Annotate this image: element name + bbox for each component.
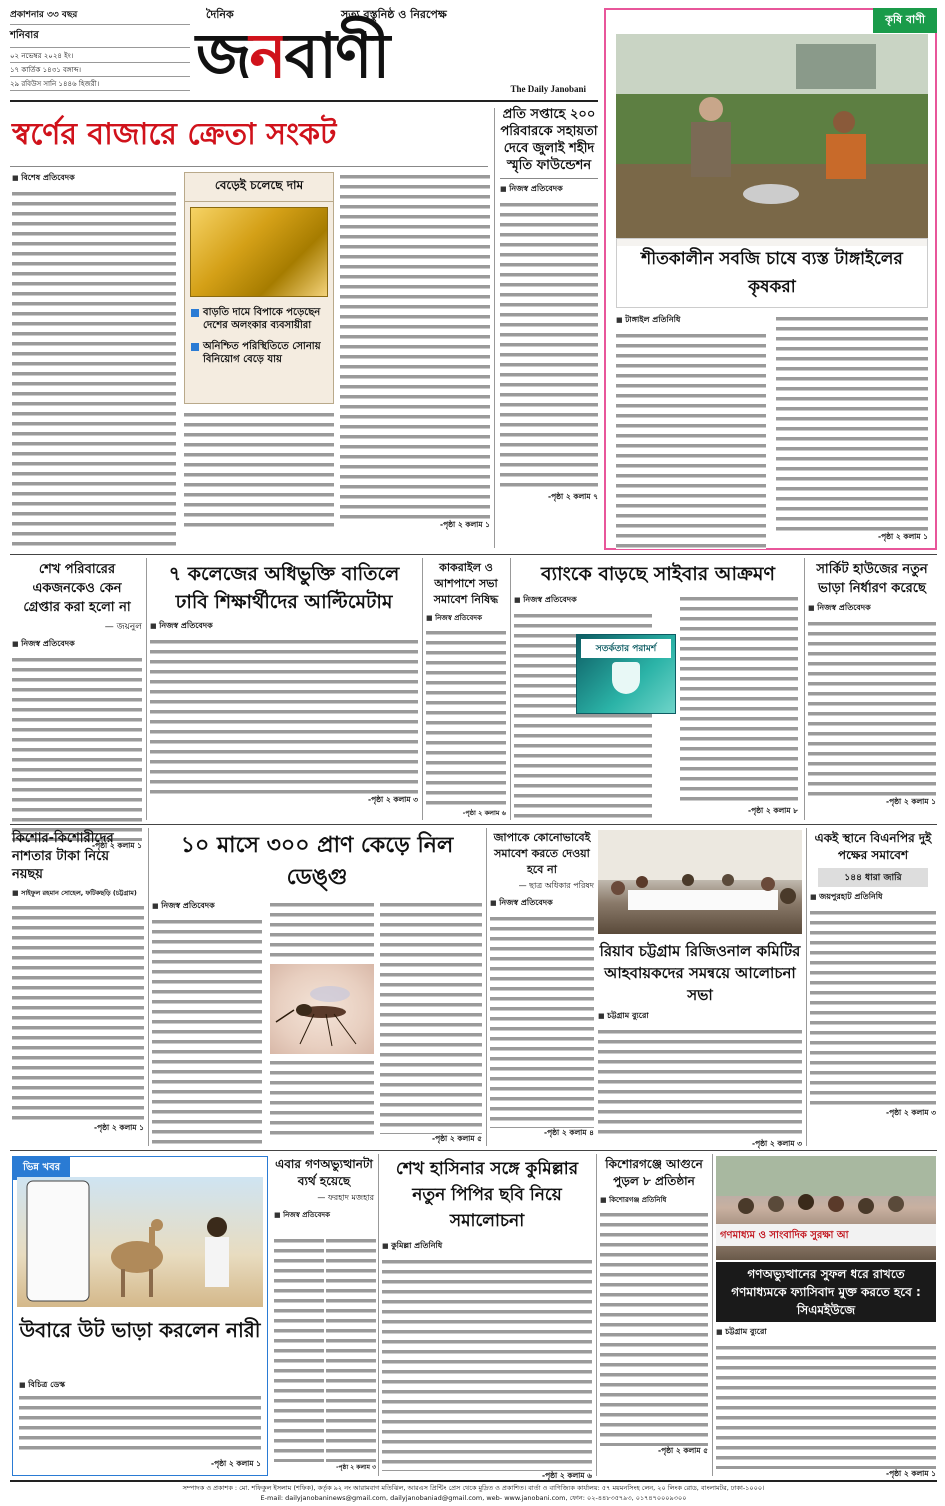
seven-college-byline: ■ নিজস্ব প্রতিবেদক (150, 620, 418, 633)
krishi-byline: ■ টাঙ্গাইল প্রতিনিধি (616, 314, 766, 327)
comilla-story (382, 1156, 592, 1483)
bullet-square-icon (191, 343, 199, 351)
kishoreganj-story (600, 1156, 708, 1458)
dengue-jump: -পৃষ্ঠা ২ কলাম ৫ (431, 1134, 482, 1143)
column-divider (486, 828, 487, 1146)
lead-bullet-1 (185, 302, 333, 336)
cyber-body-2 (680, 594, 798, 806)
masthead-english-name: The Daily Janobani (510, 84, 586, 94)
meeting-image (598, 830, 802, 934)
uprising-body-1 (274, 1236, 324, 1462)
bullet-square-icon (191, 309, 199, 317)
july-headline: প্রতি সপ্তাহে ২০০ পরিবারকে সহায়তা দেবে জুলাই শহীদ স্মৃতি ফাউন্ডেশন (500, 107, 598, 173)
july-rule (500, 178, 598, 179)
sheikh-family-body (12, 655, 142, 841)
logo-part-3: বাণী (284, 19, 389, 92)
dengue-body-3 (270, 1058, 374, 1136)
krishi-body-1 (616, 331, 766, 549)
cyber-advice-label: সতর্কতার পরামর্শ (581, 639, 671, 658)
krishi-headline-box (616, 238, 928, 308)
uprising-col-2 (326, 1236, 376, 1473)
footer-rule (10, 1480, 937, 1482)
japa-jump: -পৃষ্ঠা ২ কলাম ৪ (543, 1128, 594, 1137)
sheikh-family-story (12, 560, 142, 853)
cyber-jump: -পৃষ্ঠা ২ কলাম ৮ (747, 806, 798, 815)
column-divider (596, 1154, 597, 1476)
column-divider (422, 558, 423, 820)
lead-body-2 (184, 410, 334, 532)
kishore-story (12, 830, 144, 1135)
kishore-jump: -পৃষ্ঠা ২ কলাম ১ (93, 1123, 144, 1132)
riyadh-byline: ■ চট্টগ্রাম ব্যুরো (598, 1010, 802, 1023)
column-divider (146, 558, 147, 820)
cyber-byline: ■ নিজস্ব প্রতিবেদক (514, 594, 652, 607)
comilla-byline: ■ কুমিল্লা প্রতিনিধি (382, 1240, 592, 1253)
uprising-headline: এবার গণঅভ্যুত্থানটা ব্যর্থ হয়েছে (275, 1157, 373, 1188)
footer (10, 1483, 937, 1503)
riyadh-jump: -পৃষ্ঠা ২ কলাম ৩ (751, 1139, 802, 1148)
seven-college-body (150, 637, 418, 795)
cmuj-photo (716, 1156, 936, 1260)
japa-story (490, 830, 594, 1140)
dengue-story (152, 830, 482, 894)
column-divider (148, 828, 149, 1146)
bhinno-jump: -পৃষ্ঠা ২ কলাম ১ (210, 1459, 261, 1468)
camel-icon (17, 1177, 263, 1307)
cmuj-byline: ■ চট্টগ্রাম ব্যুরো (716, 1326, 936, 1339)
july-body (500, 200, 598, 492)
lead-bullet-text-2: অনিশ্চিত পরিস্থিতিতে সোনায় বিনিয়োগ বেড়ে যায় (203, 341, 321, 365)
date-bangla: ১৭ কার্তিক ১৪৩১ বঙ্গাব্দ। (10, 62, 190, 76)
column-divider (510, 558, 511, 820)
sheikh-family-headline: শেখ পরিবারের একজনকেও কেন গ্রেপ্তার করা হলো না (23, 562, 131, 615)
cmuj-jump: -পৃষ্ঠা ২ কলাম ১ (885, 1469, 936, 1478)
bhinno-label: ভিন্ন খবর (13, 1157, 70, 1180)
kakrail-headline: কাকরাইল ও আশপাশে সভা সমাবেশ নিষিদ্ধ (433, 561, 499, 606)
uprising-byline: ■ নিজস্ব প্রতিবেদক (274, 1209, 374, 1221)
section-rule-3 (10, 1150, 937, 1151)
weekday: শনিবার (10, 30, 39, 41)
section-rule-1 (10, 554, 937, 555)
gold-bars-image (190, 207, 328, 297)
uprising-author: — ফরহাদ মজহার (317, 1193, 374, 1202)
japa-body (490, 914, 594, 1128)
krishi-headline: শীতকালীন সবজি চাষে ব্যস্ত টাঙ্গাইলের কৃষকরা (641, 249, 903, 297)
dengue-body-4 (380, 900, 482, 1134)
dengue-col-1 (152, 900, 262, 1151)
comilla-headline: শেখ হাসিনার সঙ্গে কুমিল্লার নতুন পিপির ছবি নিয়ে সমালোচনা (395, 1159, 579, 1231)
bhinno-byline: ■ বিচিত্র ডেস্ক (19, 1379, 65, 1392)
japa-author: — ছাত্র অধিকার পরিষদ (518, 881, 594, 890)
bhinno-body (19, 1393, 261, 1455)
date-hijri: ২৯ রবিউস সানি ১৪৪৬ হিজরী। (10, 76, 190, 91)
lead-infobox (184, 172, 334, 404)
circuit-house-byline: ■ নিজস্ব প্রতিবেদক (808, 602, 936, 615)
krishi-photo (616, 34, 928, 246)
mosquito-icon (270, 964, 374, 1054)
sheikh-family-byline: ■ নিজস্ব প্রতিবেদক (12, 638, 142, 651)
kishoreganj-headline: কিশোরগঞ্জে আগুনে পুড়ল ৮ প্রতিষ্ঠান (605, 1157, 703, 1188)
uprising-jump: -পৃষ্ঠা ২ কলাম ৩ (335, 1464, 376, 1471)
shield-icon (612, 662, 640, 694)
dengue-headline: ১০ মাসে ৩০০ প্রাণ কেড়ে নিল ডেঙ্গু (180, 833, 454, 890)
kishoreganj-byline: ■ কিশোরগঞ্জ প্রতিনিধি (600, 1194, 708, 1206)
bnp-body (810, 908, 936, 1108)
circuit-house-jump: -পৃষ্ঠা ২ কলাম ১ (885, 797, 936, 806)
kishore-headline: কিশোর-কিশোরীদের নাশতার টাকা নিয়ে নয়ছয় (12, 831, 114, 882)
kakrail-byline: ■ নিজস্ব প্রতিবেদক (426, 612, 506, 624)
masthead-prefix: দৈনিক (206, 8, 234, 21)
mosquito-image (270, 964, 374, 1054)
lead-bullet-text-1: বাড়তি দামে বিপাকে পড়েছেন দেশের অলংকার ব্যবসায়ীরা (203, 307, 321, 331)
kakrail-jump: -পৃষ্ঠা ২ কলাম ৬ (462, 809, 506, 817)
japa-byline: ■ নিজস্ব প্রতিবেদক (490, 897, 594, 910)
footer-contact: E-mail: dailyjanobaninews@gmail.com, dailyjanobaniad@gmail.com, web- www.janobani.com, ফোন: ০২-৪৪৮৩৫৭৯৩, ০১৭৪৭০০০৯৩০০ (260, 1494, 687, 1502)
cyber-story (486, 560, 800, 588)
seven-college-story (150, 560, 418, 807)
logo-wordmark (196, 16, 388, 96)
seven-college-headline: ৭ কলেজের অধিভুক্তি বাতিলে ঢাবি শিক্ষার্থীদের আল্টিমেটাম (168, 563, 400, 613)
cyber-headline: ব্যাংকে বাড়ছে সাইবার আক্রমণ (541, 563, 775, 585)
krishi-col-1 (616, 314, 766, 549)
logo-part-1: জ (196, 19, 250, 92)
bnp-headline: একই স্থানে বিএনপির দুই পক্ষের সমাবেশ (814, 831, 932, 862)
cyber-advice-box (576, 634, 676, 714)
bnp-jump: -পৃষ্ঠা ২ কলাম ৩ (885, 1108, 936, 1117)
uprising-body-2 (326, 1236, 376, 1462)
riyadh-story (598, 940, 802, 1006)
column-divider (494, 108, 495, 548)
kishoreganj-body (600, 1210, 708, 1446)
riyadh-body (598, 1027, 802, 1139)
lead-col-1 (12, 172, 176, 549)
dengue-col-2 (270, 900, 374, 1136)
sheikh-family-jump: -পৃষ্ঠা ২ কলাম ১ (91, 841, 142, 850)
circuit-house-story (808, 560, 936, 809)
riyadh-headline: রিয়াব চট্টগ্রাম রিজিওনাল কমিটির আহবায়কদের সমন্বয়ে আলোচনা সভা (599, 942, 801, 1004)
kishoreganj-jump: -পৃষ্ঠা ২ কলাম ৫ (657, 1446, 708, 1455)
section-rule-2 (10, 824, 937, 825)
column-divider (378, 1154, 379, 1476)
bnp-sub: ১৪৪ ধারা জারি (818, 868, 928, 887)
lead-col-2 (184, 410, 334, 532)
bnp-byline: ■ জয়পুরহাট প্রতিনিধি (810, 891, 936, 904)
lead-jump: -পৃষ্ঠা ২ কলাম ১ (439, 520, 490, 529)
bhinno-box (12, 1156, 268, 1476)
lead-box-title: বেড়েই চলেছে দাম (185, 173, 333, 202)
circuit-house-body (808, 619, 936, 797)
july-story (500, 106, 598, 504)
cmuj-body-area (716, 1326, 936, 1481)
cmuj-headline-box (716, 1262, 936, 1322)
comilla-body (382, 1257, 592, 1471)
column-divider (804, 558, 805, 820)
column-divider (712, 1154, 713, 1476)
dengue-body-2 (270, 900, 374, 960)
lead-body-3 (340, 172, 490, 520)
uprising-col-1 (274, 1236, 324, 1462)
footer-publisher: সম্পাদক ও প্রকাশক : মো. শফিকুল ইসলাম (শফিক), কর্তৃক ৯২ নং আরামবাগ মতিঝিল, আরএস প্রিন্টিং প্রেস থেকে মুদ্রিত ও প্রকাশিত। বার্তা ও বাণিজ্যিক কার্যালয়: ৫৭ ময়মনসিংহ লেন, ২০ লিংক রোড, বাংলামটর, ঢাকা-১০০০। (182, 1484, 765, 1492)
published-year: প্রকাশনার ৩৩ বছর (10, 7, 190, 25)
masthead-meta (10, 7, 190, 91)
cmuj-banner: গণমাধ্যম ও সাংবাদিক সুরক্ষা আ (720, 1230, 849, 1241)
masthead-rule (10, 100, 598, 102)
comilla-jump: -পৃষ্ঠা ২ কলাম ৬ (541, 1471, 592, 1480)
lead-byline: ■ বিশেষ প্রতিবেদক (12, 172, 176, 185)
kakrail-story (426, 560, 506, 819)
logo-part-2: ন (249, 19, 285, 92)
lead-body-1 (12, 189, 176, 549)
lead-headline: স্বর্ণের বাজারে ক্রেতা সংকট (12, 117, 337, 152)
dengue-col-3 (380, 900, 482, 1146)
circuit-house-headline: সার্কিট হাউজের নতুন ভাড়া নির্ধারণ করেছে (816, 562, 928, 596)
riyadh-photo (598, 830, 802, 934)
uprising-story (274, 1156, 374, 1221)
krishi-box (604, 8, 937, 550)
cyber-col-2 (680, 594, 798, 818)
krishi-label: কৃষি বাণী (873, 8, 937, 33)
kishore-body (12, 903, 144, 1123)
date-english: ০২ নভেম্বর ২০২৪ ইং। (10, 47, 190, 62)
dengue-byline: ■ নিজস্ব প্রতিবেদক (152, 900, 262, 913)
sheikh-family-author: — জয়নুল (104, 622, 142, 632)
riyadh-body-area (598, 1010, 802, 1151)
seven-college-jump: -পৃষ্ঠা ২ কলাম ৩ (367, 795, 418, 804)
july-jump: -পৃষ্ঠা ২ কলাম ৭ (547, 492, 598, 501)
masthead-logo (196, 2, 596, 98)
lead-bullet-2 (185, 336, 333, 370)
kakrail-body (426, 628, 506, 808)
july-byline: ■ নিজস্ব প্রতিবেদক (500, 183, 598, 196)
dengue-body-1 (152, 917, 262, 1151)
bhinno-headline: উবারে উট ভাড়া করলেন নারী (19, 1318, 261, 1342)
farmers-image (616, 34, 928, 246)
cmuj-headline: গণঅভ্যুত্থানের সুফল ধরে রাখতে গণমাধ্যমকে ফ্যাসিবাদ মুক্ত করতে হবে : সিএমইউজে (731, 1267, 921, 1317)
krishi-col-2 (776, 314, 928, 544)
krishi-body-2 (776, 314, 928, 532)
japa-headline: জাপাকে কোনোভাবেই সমাবেশ করতে দেওয়া হবে না (493, 831, 591, 876)
masthead-tagline: সত্য বস্তুনিষ্ঠ ও নিরপেক্ষ (341, 8, 447, 21)
bnp-story (810, 830, 936, 1120)
kishore-byline: ■ সাইফুল রহমান সোহেল, ফটিকছড়ি (চট্টগ্রাম) (12, 888, 144, 899)
camel-uber-image (17, 1177, 263, 1307)
lead-rule (10, 166, 488, 167)
krishi-jump: -পৃষ্ঠা ২ কলাম ১ (877, 532, 928, 541)
lead-col-3 (340, 172, 490, 532)
column-divider (806, 828, 807, 1146)
cmuj-body (716, 1343, 936, 1469)
